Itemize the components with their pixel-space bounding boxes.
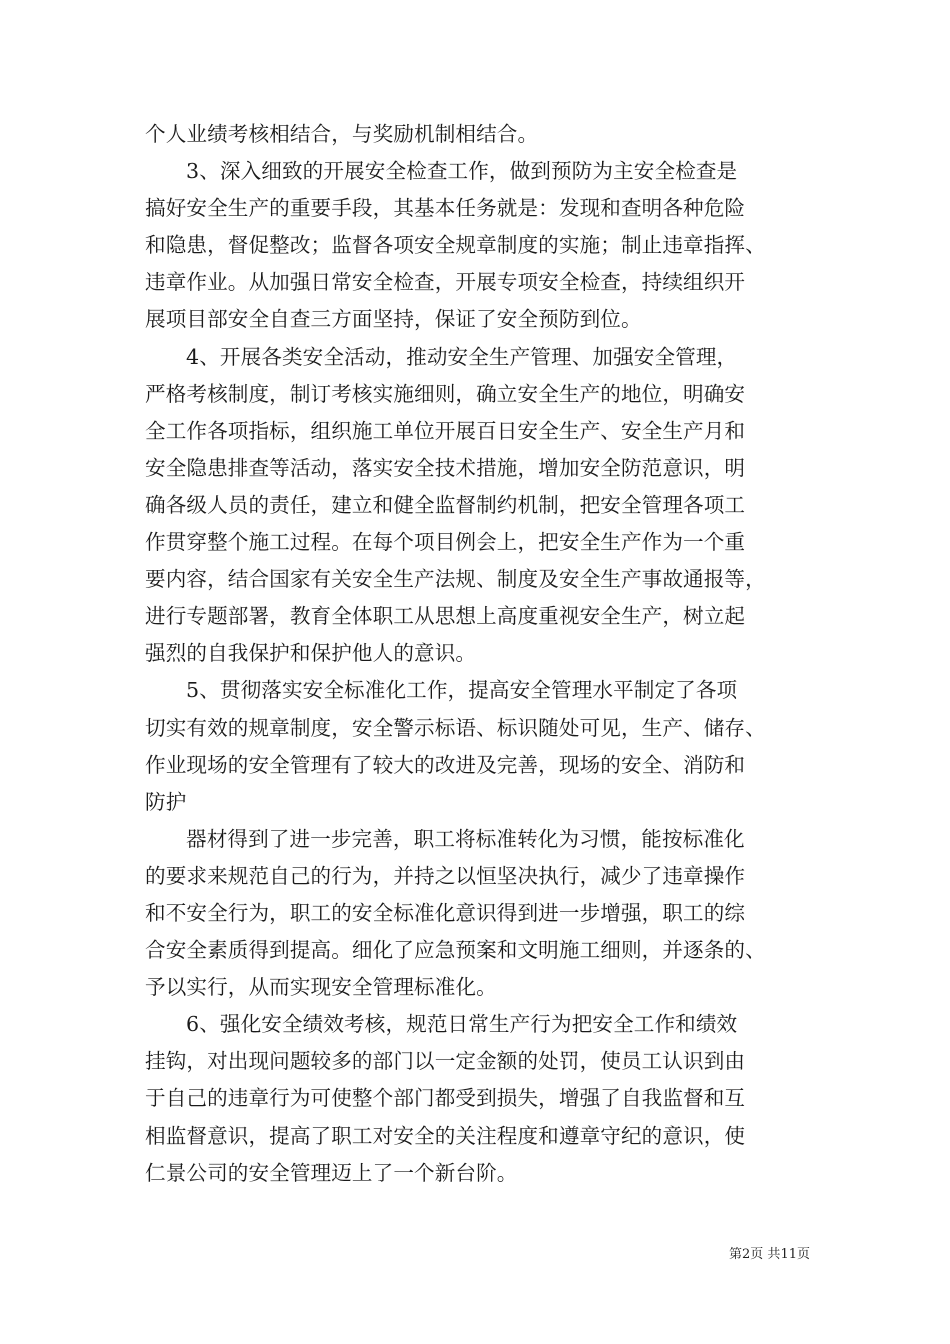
- text-line: 防护: [145, 789, 187, 814]
- text-line: 进行专题部署，教育全体职工从思想上高度重视安全生产，树立起: [145, 604, 746, 629]
- text-line: 全工作各项指标，组织施工单位开展百日安全生产、安全生产月和: [145, 418, 746, 443]
- text-line: 6、强化安全绩效考核，规范日常生产行为把安全工作和绩效: [186, 1012, 738, 1037]
- text-line: 的要求来规范自己的行为，并持之以恒坚决执行，减少了违章操作: [145, 863, 746, 888]
- document-body: [145, 116, 825, 1192]
- page-number: [700, 1246, 810, 1264]
- text-line: 个人业绩考核相结合，与奖励机制相结合。: [145, 122, 539, 146]
- text-line: 合安全素质得到提高。细化了应急预案和文明施工细则，并逐条的、: [145, 938, 766, 963]
- text-line: 相监督意识，提高了职工对安全的关注程度和遵章守纪的意识，使: [145, 1123, 746, 1148]
- page-label-prefix: 第: [729, 1247, 743, 1262]
- text-line: 强烈的自我保护和保护他人的意识。: [145, 641, 477, 666]
- text-line: 和不安全行为，职工的安全标准化意识得到进一步增强，职工的综: [145, 900, 746, 925]
- text-line: 违章作业。从加强日常安全检查，开展专项安全检查，持续组织开: [145, 270, 746, 295]
- total-pages: 11: [780, 1247, 797, 1262]
- text-line: 4、开展各类安全活动，推动安全生产管理、加强安全管理，: [186, 344, 738, 369]
- page-label-middle: 页 共: [750, 1247, 781, 1262]
- text-line: 作贯穿整个施工过程。在每个项目例会上，把安全生产作为一个重: [145, 530, 746, 555]
- text-line: 确各级人员的责任，建立和健全监督制约机制，把安全管理各项工: [145, 492, 746, 517]
- text-line: 于自己的违章行为可使整个部门都受到损失，增强了自我监督和互: [145, 1086, 746, 1111]
- text-line: 切实有效的规章制度，安全警示标语、标识随处可见，生产、储存、: [145, 715, 766, 740]
- text-line: 挂钩，对出现问题较多的部门以一定金额的处罚，使员工认识到由: [145, 1049, 746, 1074]
- text-line: 仁景公司的安全管理迈上了一个新台阶。: [145, 1160, 518, 1185]
- text-line: 和隐患，督促整改；监督各项安全规章制度的实施；制止违章指挥、: [145, 233, 766, 258]
- text-line: 3、深入细致的开展安全检查工作，做到预防为主安全检查是: [186, 159, 738, 184]
- text-line: 予以实行，从而实现安全管理标准化。: [145, 975, 497, 1000]
- current-page: 2: [742, 1247, 751, 1262]
- text-line: 搞好安全生产的重要手段，其基本任务就是：发现和查明各种危险: [145, 196, 746, 221]
- text-line: 5、贯彻落实安全标准化工作，提高安全管理水平制定了各项: [186, 678, 738, 703]
- text-line: 安全隐患排查等活动，落实安全技术措施，增加安全防范意识，明: [145, 455, 746, 480]
- text-line: 器材得到了进一步完善，职工将标准转化为习惯，能按标准化: [186, 826, 745, 851]
- text-line: 作业现场的安全管理有了较大的改进及完善，现场的安全、消防和: [145, 752, 746, 777]
- text-line: 要内容，结合国家有关安全生产法规、制度及安全生产事故通报等，: [145, 567, 766, 592]
- page-label-suffix: 页: [796, 1247, 810, 1262]
- text-line: 展项目部安全自查三方面坚持，保证了安全预防到位。: [145, 307, 642, 332]
- text-line: 严格考核制度，制订考核实施细则，确立安全生产的地位，明确安: [145, 381, 746, 406]
